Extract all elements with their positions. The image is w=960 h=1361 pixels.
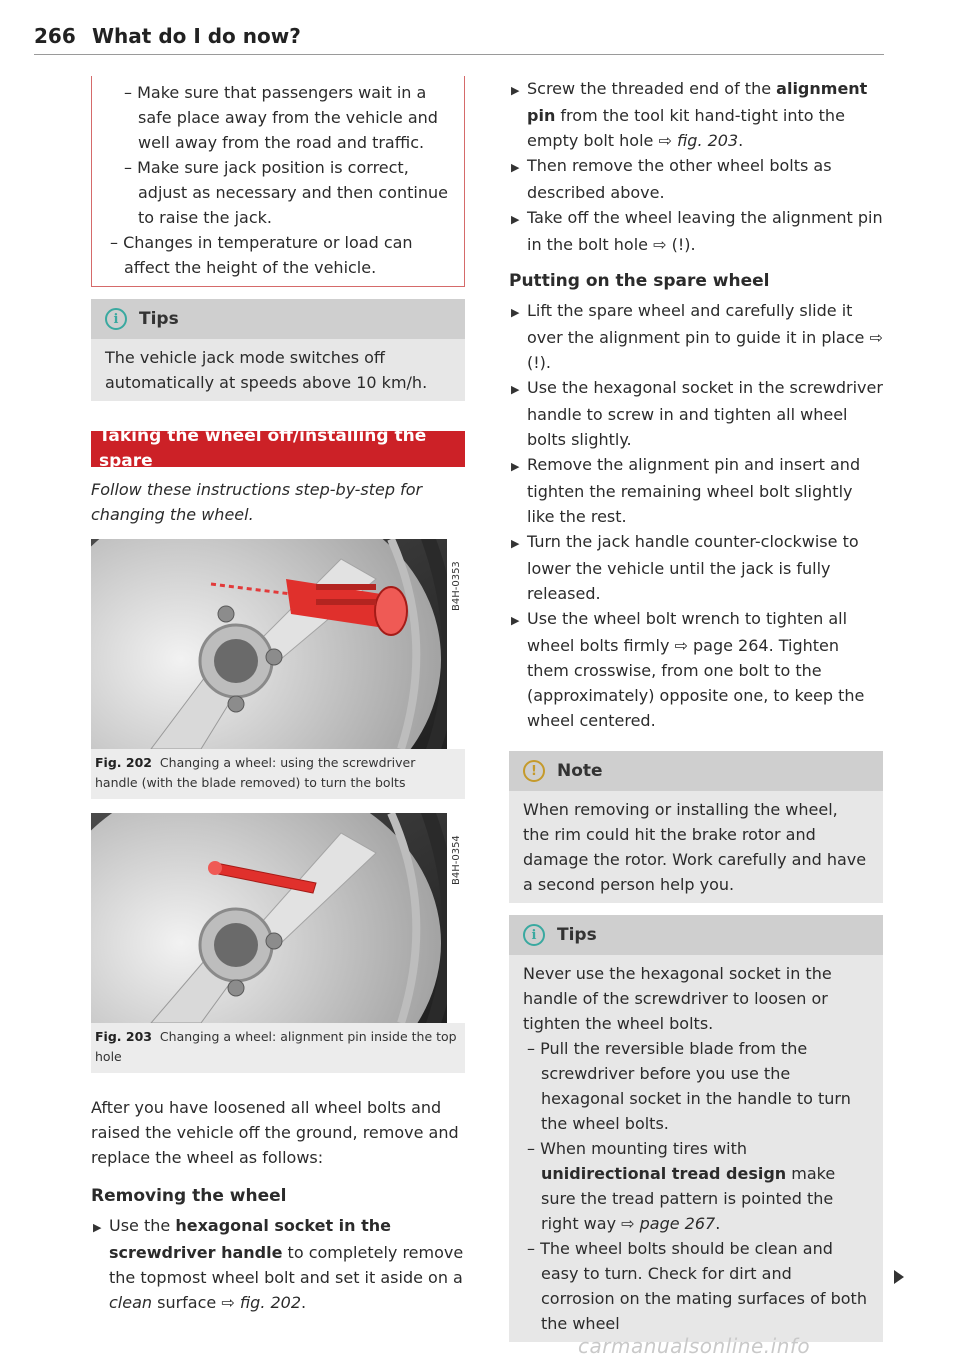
page-number: 266 [34, 24, 76, 48]
left-column [91, 76, 465, 1315]
page-reference-link[interactable]: ⇨ page 267 [621, 1214, 716, 1233]
bullet-triangle-icon: ▶ [93, 1221, 102, 1234]
tips-text: Never use the hexagonal socket in the handle of the screwdriver to loosen or tighten the wheel bolts. [523, 964, 832, 1033]
note-header [509, 751, 883, 791]
warning-item: – Changes in temperature or load can affect the height of the vehicle. [110, 233, 413, 277]
paragraph: After you have loosened all wheel bolts and raised the vehicle off the ground, remove and replace the wheel as follows: [91, 1098, 459, 1167]
bullet-triangle-icon: ▶ [511, 306, 520, 319]
tips-item: – Pull the reversible blade from the screwdriver before you use the hexagonal socket in the handle to turn the wheel bolts. [527, 1039, 851, 1133]
watermark: carmanualsonline.info [578, 1334, 811, 1358]
page-header [34, 22, 884, 55]
continue-arrow-icon [894, 1270, 904, 1284]
step-item: ▶ Turn the jack handle counter-clockwise to lower the vehicle until the jack is fully released. [511, 532, 859, 603]
info-icon: i [523, 924, 545, 946]
tips-body [509, 955, 883, 1342]
figure-label: Fig. 202 [95, 755, 152, 770]
tips-header [509, 915, 883, 955]
section-intro: Follow these instructions step-by-step for changing the wheel. [91, 480, 423, 524]
section-title: Taking the wheel off/installing the spare [91, 431, 465, 467]
step-item: ▶ Remove the alignment pin and insert and tighten the remaining wheel bolt slightly like the rest. [511, 455, 861, 526]
note-reference-link[interactable]: ⇨ (!) [653, 235, 691, 254]
tips-item: – When mounting tires with unidirectional tread design make sure the tread pattern is pointed the right way ⇨ page 267. [527, 1139, 836, 1233]
warning-item: – Make sure jack position is correct, adjust as necessary and then continue to raise the jack. [124, 158, 448, 227]
tips-header [91, 299, 465, 339]
figure-code: B4H-0353 [451, 561, 462, 611]
step-item: ▶ Then remove the other wheel bolts as described above. [511, 156, 832, 202]
step-item: ▶ Use the hexagonal socket in the screwdriver handle to screw in and tighten all wheel bolts slightly. [511, 378, 883, 449]
tips-title: Tips [557, 924, 597, 945]
tips-title: Tips [139, 308, 179, 329]
figure-caption-text: Changing a wheel: using the screwdriver handle (with the blade removed) to turn the bolts [95, 755, 416, 790]
step-item: ▶ Screw the threaded end of the alignment pin from the tool kit hand-tight into the empty bolt hole ⇨ fig. 203. [511, 79, 868, 150]
warning-box [91, 76, 465, 287]
tips-item: – The wheel bolts should be clean and easy to turn. Check for dirt and corrosion on the mating surfaces of both the wheel [527, 1239, 867, 1333]
wheel-screwdriver-illustration [91, 539, 465, 749]
bullet-triangle-icon: ▶ [511, 537, 520, 550]
figure-label: Fig. 203 [95, 1029, 152, 1044]
bullet-triangle-icon: ▶ [511, 161, 520, 174]
note-title: Note [557, 760, 603, 781]
bullet-triangle-icon: ▶ [511, 213, 520, 226]
bullet-triangle-icon: ▶ [511, 383, 520, 396]
info-icon: i [105, 308, 127, 330]
tips-box [91, 299, 465, 401]
figure-202 [91, 539, 465, 799]
chapter-title: What do I do now? [92, 24, 301, 48]
figure-reference-link[interactable]: ⇨ fig. 203 [658, 131, 739, 150]
note-box [509, 751, 883, 903]
figure-code: B4H-0354 [451, 835, 462, 885]
tips-box [509, 915, 883, 1342]
tips-body: The vehicle jack mode switches off automatically at speeds above 10 km/h. [105, 348, 428, 392]
figure-reference-link[interactable]: ⇨ fig. 202 [221, 1293, 302, 1312]
step-item: ▶ Take off the wheel leaving the alignment pin in the bolt hole ⇨ (!). [511, 208, 883, 254]
caution-icon: ! [523, 760, 545, 782]
step-item: ▶ Lift the spare wheel and carefully slide it over the alignment pin to guide it in place ⇨ (!). [511, 301, 883, 372]
note-body: When removing or installing the wheel, the rim could hit the brake rotor and damage the rotor. Work carefully and have a second person help you. [523, 800, 867, 894]
figure-caption [91, 1023, 465, 1073]
spare-heading: Putting on the spare wheel [509, 271, 770, 291]
wheel-alignment-pin-illustration [91, 813, 465, 1023]
step-item: ▶ Use the hexagonal socket in the screwdriver handle to completely remove the topmost wheel bolt and set it aside on a clean surface ⇨ fig. 202. [93, 1216, 464, 1312]
figure-203 [91, 813, 465, 1073]
removing-heading: Removing the wheel [91, 1186, 287, 1206]
bullet-triangle-icon: ▶ [511, 84, 520, 97]
right-column [509, 76, 883, 1342]
bullet-triangle-icon: ▶ [511, 460, 520, 473]
bullet-triangle-icon: ▶ [511, 614, 520, 627]
warning-item: – Make sure that passengers wait in a safe place away from the vehicle and well away from the road and traffic. [124, 83, 438, 152]
figure-caption-text: Changing a wheel: alignment pin inside the top hole [95, 1029, 457, 1064]
figure-caption [91, 749, 465, 799]
step-item: ▶ Use the wheel bolt wrench to tighten all wheel bolts firmly ⇨ page 264. Tighten them crosswise, from one bolt to the (approximately) opposite one, to keep the wheel centered. [511, 609, 865, 730]
